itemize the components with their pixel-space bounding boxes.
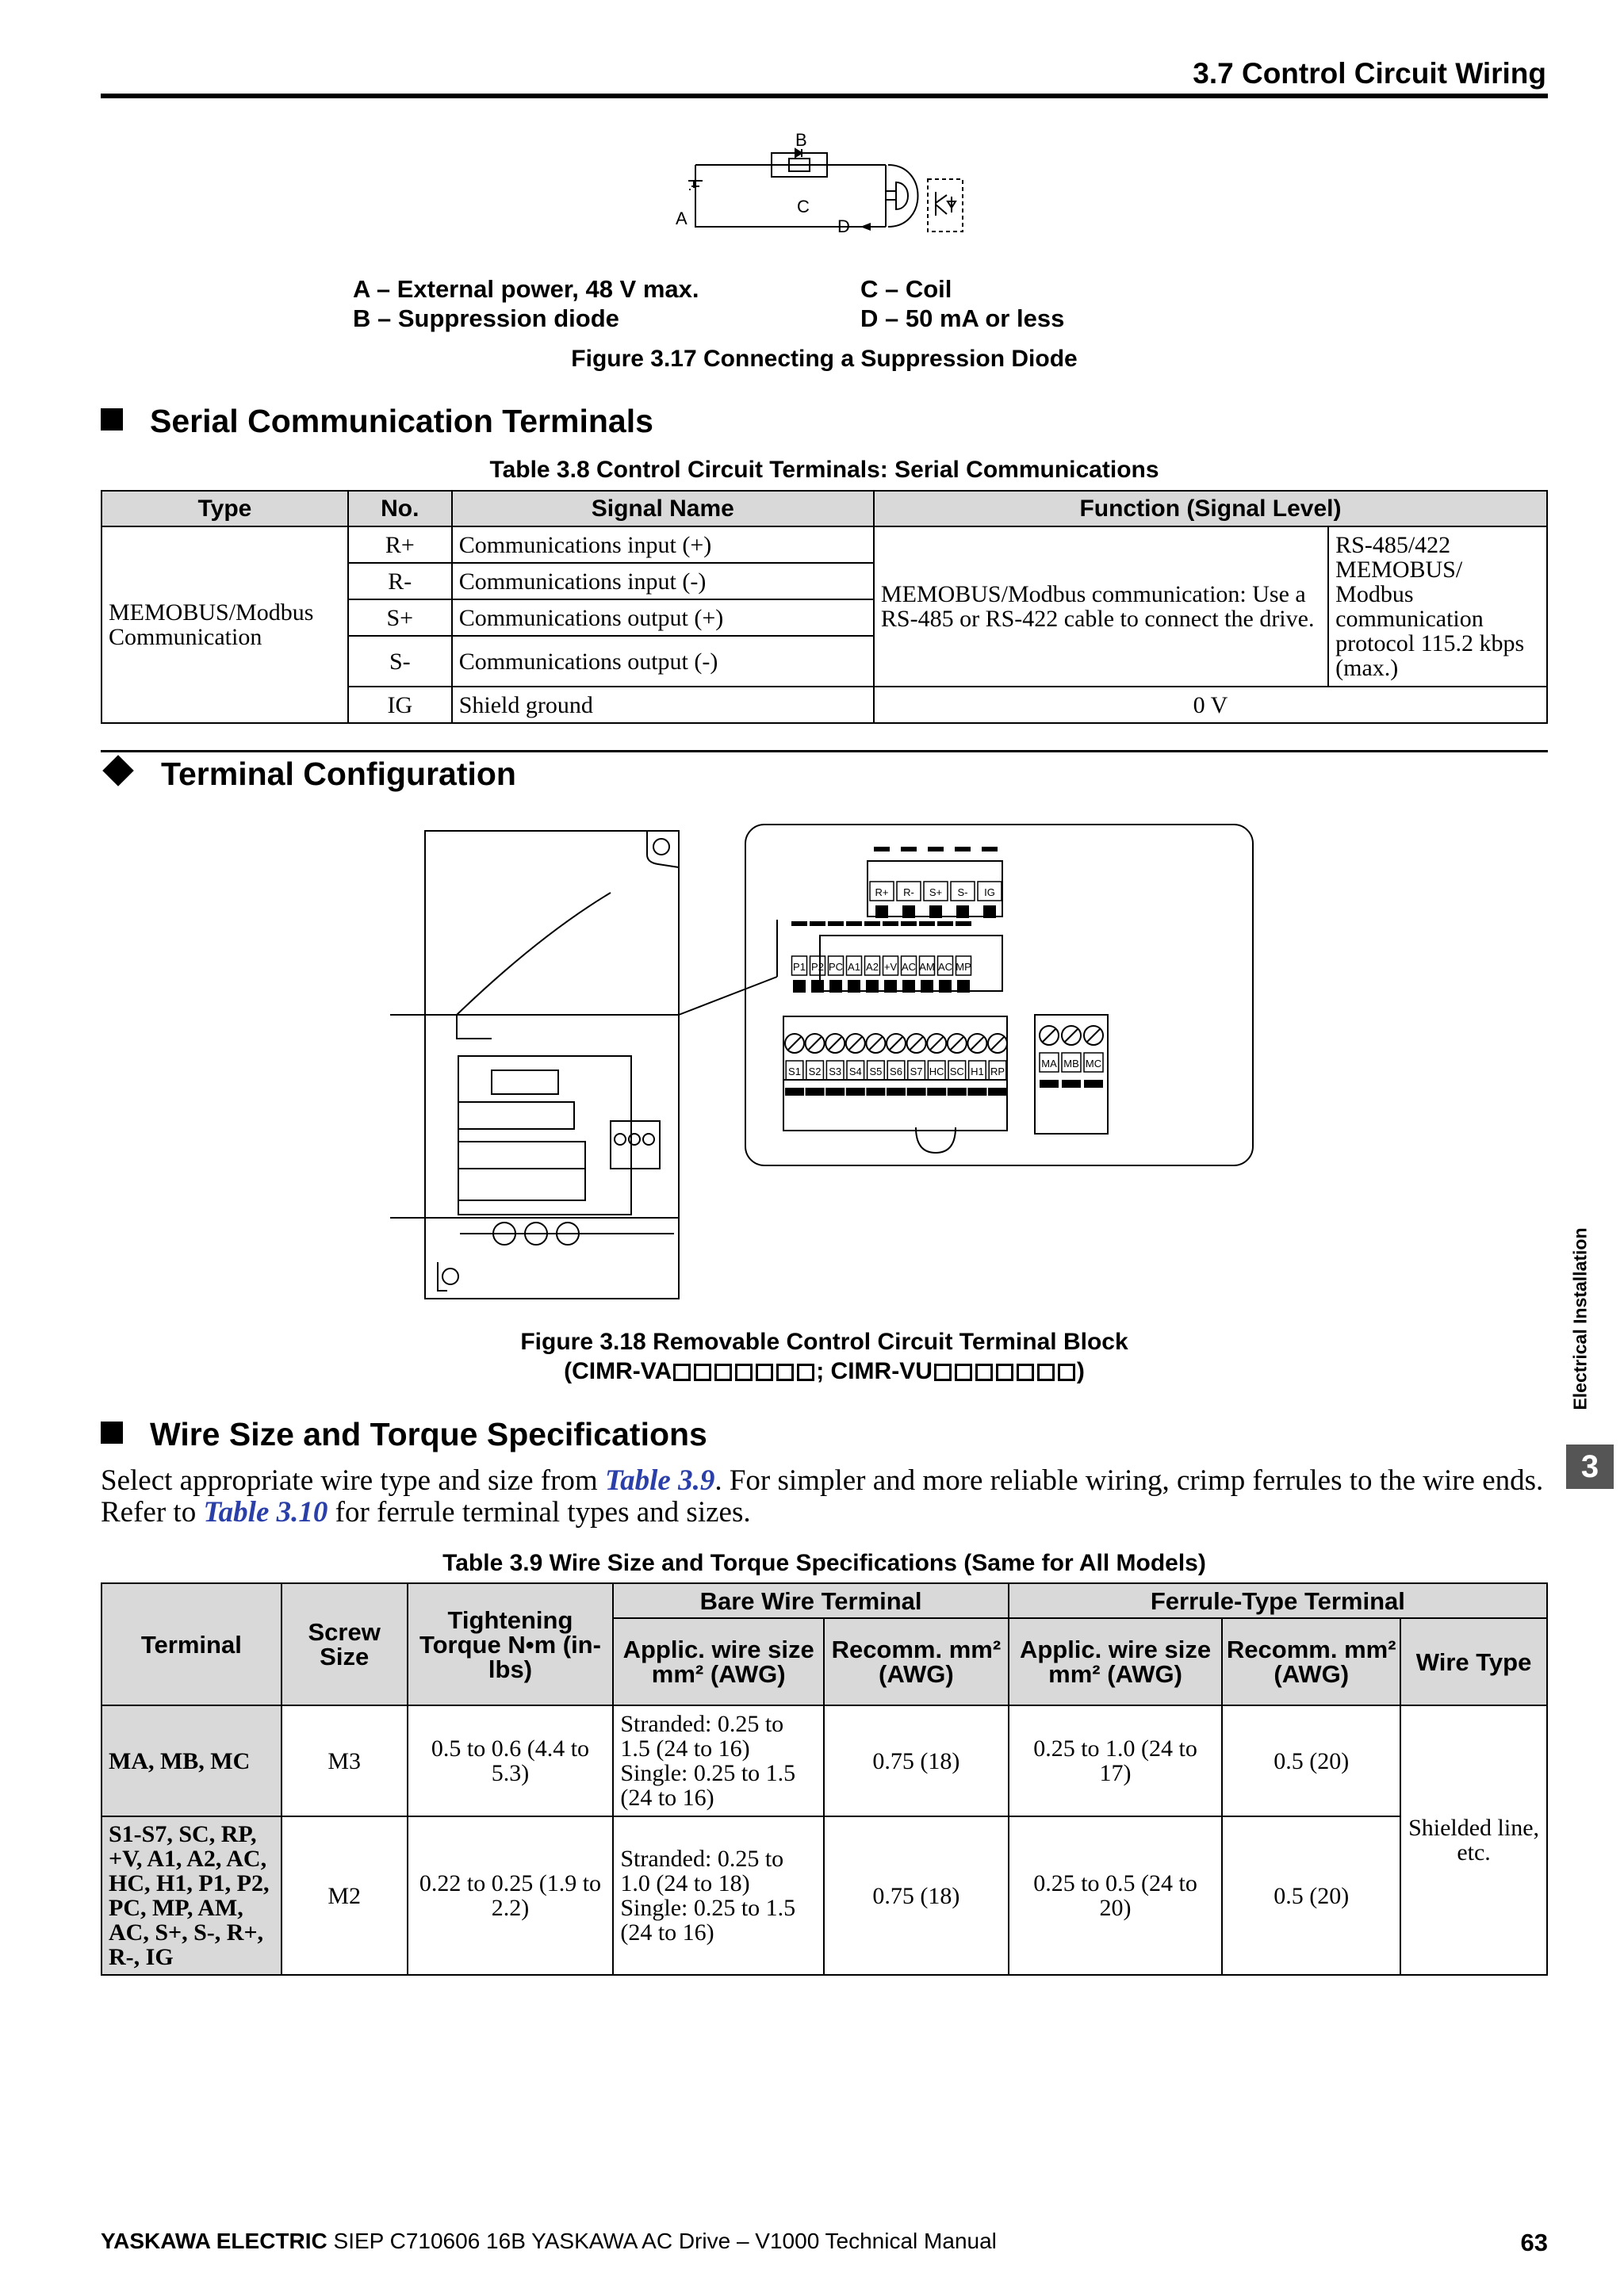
terminal-label: A2 bbox=[866, 961, 879, 973]
signal-name: Shield ground bbox=[452, 687, 874, 723]
type-cell: MEMOBUS/Modbus Communication bbox=[102, 526, 348, 723]
bare-applic: Stranded: 0.25 to 1.5 (24 to 16) Single: 0.25 to 1.5 (24 to 16) bbox=[613, 1705, 824, 1816]
fer-applic: 0.25 to 1.0 (24 to 17) bbox=[1009, 1705, 1223, 1816]
screw-icon bbox=[864, 921, 880, 926]
screw-size: M2 bbox=[282, 1816, 408, 1975]
bare-recomm: 0.75 (18) bbox=[824, 1705, 1009, 1816]
terminal-slot bbox=[983, 905, 996, 918]
terminal-block-figure bbox=[381, 817, 1269, 1308]
terminal-slot bbox=[829, 980, 842, 993]
terminal-slot bbox=[921, 980, 933, 993]
function-main: MEMOBUS/Modbus communication: Use a RS-485 or RS-422 cable to connect the drive. bbox=[874, 526, 1328, 687]
screw-icon bbox=[874, 847, 890, 851]
terminal-slot bbox=[793, 980, 806, 993]
col-bare-applic: Applic. wire size mm² (AWG) bbox=[613, 1618, 824, 1705]
terminal-label: S6 bbox=[890, 1066, 902, 1077]
screw-icon bbox=[919, 921, 935, 926]
screw-slot bbox=[1065, 1029, 1078, 1042]
terminal-label: H1 bbox=[971, 1066, 984, 1077]
terminal-label: S3 bbox=[829, 1066, 842, 1077]
terminal-label: P2 bbox=[811, 961, 824, 973]
terminal-label: MA bbox=[1041, 1058, 1057, 1070]
col-fer-recomm: Recomm. mm² (AWG) bbox=[1222, 1618, 1400, 1705]
screw-icon bbox=[956, 921, 971, 926]
legend-c: C – Coil bbox=[860, 275, 952, 303]
screw-slot bbox=[1087, 1029, 1100, 1042]
fer-recomm: 0.5 (20) bbox=[1222, 1816, 1400, 1975]
col-type: Type bbox=[102, 491, 348, 526]
terminal-label: MB bbox=[1063, 1058, 1079, 1070]
footer-doc: SIEP C710606 16B YASKAWA AC Drive – V1000 Technical Manual bbox=[327, 2229, 997, 2253]
section-rule bbox=[101, 750, 1548, 752]
screw-slot bbox=[951, 1037, 963, 1050]
terminal-label: S5 bbox=[869, 1066, 883, 1077]
screw-slot bbox=[809, 1037, 822, 1050]
footer bbox=[101, 2229, 1548, 2254]
square-bullet-icon bbox=[101, 408, 123, 430]
terminal-slot bbox=[785, 1088, 804, 1096]
terminal-slot bbox=[866, 1088, 885, 1096]
signal-name: Communications output (+) bbox=[452, 599, 874, 636]
screw-slot bbox=[829, 1037, 841, 1050]
label-c: C bbox=[797, 197, 810, 216]
terminal-label: A1 bbox=[848, 961, 860, 973]
terminal-label: SC bbox=[949, 1066, 964, 1077]
terminal-slot bbox=[956, 905, 969, 918]
col-function: Function (Signal Level) bbox=[874, 491, 1547, 526]
fer-recomm: 0.5 (20) bbox=[1222, 1705, 1400, 1816]
col-bare-recomm: Recomm. mm² (AWG) bbox=[824, 1618, 1009, 1705]
figure-caption-318-models: (CIMR-VA ; CIMR-VU ) bbox=[564, 1358, 1085, 1384]
screw-slot bbox=[788, 1037, 801, 1050]
terminal-slot bbox=[846, 1088, 865, 1096]
terminal-slot bbox=[967, 1088, 986, 1096]
legend-a: A – External power, 48 V max. bbox=[353, 275, 699, 303]
terminal-label: S- bbox=[957, 886, 968, 898]
square-bullet-icon bbox=[101, 1422, 123, 1444]
screw-slot bbox=[971, 1037, 983, 1050]
terminal-label: R+ bbox=[875, 886, 889, 898]
label-a: A bbox=[676, 209, 688, 228]
terminal-slot bbox=[902, 905, 915, 918]
label-b: B bbox=[795, 133, 807, 150]
screw-icon bbox=[901, 847, 917, 851]
torque: 0.22 to 0.25 (1.9 to 2.2) bbox=[408, 1816, 614, 1975]
footer-brand: YASKAWA ELECTRIC bbox=[101, 2229, 327, 2253]
col-torque: Tightening Torque N•m (in-lbs) bbox=[408, 1583, 614, 1705]
signal-name: Communications input (+) bbox=[452, 526, 874, 563]
terminal-slot bbox=[848, 980, 860, 993]
terminal-slot bbox=[811, 980, 824, 993]
heading-terminal-config: Terminal Configuration bbox=[101, 756, 516, 793]
terminal-label: IG bbox=[984, 886, 995, 898]
figure-caption-318: Figure 3.18 Removable Control Circuit Terminal Block bbox=[520, 1329, 1128, 1355]
col-signal: Signal Name bbox=[452, 491, 874, 526]
screw-icon bbox=[791, 921, 807, 926]
terminal-label: S1 bbox=[788, 1066, 801, 1077]
screw-icon bbox=[955, 847, 971, 851]
table-caption-39: Table 3.9 Wire Size and Torque Specifications (Same for All Models) bbox=[442, 1550, 1206, 1576]
terminal-slot bbox=[957, 980, 970, 993]
col-screw: Screw Size bbox=[282, 1583, 408, 1705]
legend-b: B – Suppression diode bbox=[353, 304, 619, 332]
table-row: S- bbox=[348, 636, 452, 687]
screw-icon bbox=[928, 847, 944, 851]
serial-terminals-table bbox=[101, 490, 1548, 724]
terminal-label: MC bbox=[1085, 1058, 1102, 1070]
col-fer-applic: Applic. wire size mm² (AWG) bbox=[1009, 1618, 1223, 1705]
screw-icon bbox=[810, 921, 825, 926]
terminal-slot bbox=[929, 905, 942, 918]
legend-d: D – 50 mA or less bbox=[860, 304, 1065, 332]
table-row: IG bbox=[348, 687, 452, 723]
function-level: RS-485/422 MEMOBUS/ Modbus communication protocol 115.2 kbps (max.) bbox=[1328, 526, 1547, 687]
side-tab-label: Electrical Installation bbox=[1569, 1227, 1591, 1410]
page-number: 63 bbox=[1520, 2229, 1548, 2256]
screw-icon bbox=[883, 921, 898, 926]
terminal-label: P1 bbox=[793, 961, 806, 973]
terminal-slot bbox=[948, 1088, 967, 1096]
screw-icon bbox=[982, 847, 998, 851]
terminal-slot bbox=[1062, 1080, 1081, 1088]
table-row: R- bbox=[348, 563, 452, 599]
terminal-label: AC bbox=[901, 961, 917, 973]
terminal-label: MP bbox=[956, 961, 971, 973]
terminal-label: HC bbox=[929, 1066, 944, 1077]
terminal-label: PC bbox=[828, 961, 844, 973]
digital-terminal-row bbox=[785, 1034, 1007, 1096]
screw-icon bbox=[901, 921, 917, 926]
serial-terminal-row bbox=[870, 847, 1002, 918]
screw-size: M3 bbox=[282, 1705, 408, 1816]
screw-slot bbox=[1043, 1029, 1055, 1042]
col-ferrule: Ferrule-Type Terminal bbox=[1009, 1583, 1547, 1618]
terminal-label: +V bbox=[883, 961, 898, 973]
screw-slot bbox=[991, 1037, 1004, 1050]
torque: 0.5 to 0.6 (4.4 to 5.3) bbox=[408, 1705, 614, 1816]
label-d: D bbox=[837, 216, 850, 236]
terminal-label: RP bbox=[990, 1066, 1005, 1077]
figure-caption-317: Figure 3.17 Connecting a Suppression Diode bbox=[571, 346, 1078, 372]
signal-name: Communications output (-) bbox=[452, 636, 874, 687]
screw-slot bbox=[869, 1037, 882, 1050]
table-row: S1-S7, SC, RP, +V, A1, A2, AC, HC, H1, P1, P2, PC, MP, AM, AC, S+, S-, R+, R-, IG bbox=[102, 1816, 282, 1975]
terminal-slot bbox=[907, 1088, 926, 1096]
col-terminal: Terminal bbox=[102, 1583, 282, 1705]
heading-serial: Serial Communication Terminals bbox=[101, 403, 653, 440]
table-row: MA, MB, MC bbox=[102, 1705, 282, 1816]
wire-type: Shielded line, etc. bbox=[1400, 1705, 1547, 1975]
terminal-slot bbox=[939, 980, 952, 993]
terminal-label: AC bbox=[937, 961, 953, 973]
relay-terminal-row bbox=[1040, 1026, 1103, 1088]
terminal-slot bbox=[1084, 1080, 1103, 1088]
col-wire-type: Wire Type bbox=[1400, 1618, 1547, 1705]
bare-recomm: 0.75 (18) bbox=[824, 1816, 1009, 1975]
screw-slot bbox=[890, 1037, 902, 1050]
terminal-slot bbox=[875, 905, 888, 918]
terminal-label: AM bbox=[919, 961, 935, 973]
table-row: R+ bbox=[348, 526, 452, 563]
terminal-slot bbox=[1040, 1080, 1059, 1088]
table-row: S+ bbox=[348, 599, 452, 636]
link-table-3-9[interactable]: Table 3.9 bbox=[604, 1464, 715, 1497]
terminal-label: R- bbox=[903, 886, 914, 898]
terminal-slot bbox=[825, 1088, 845, 1096]
suppression-diode-circuit bbox=[666, 133, 999, 244]
table-caption-38: Table 3.8 Control Circuit Terminals: Serial Communications bbox=[489, 457, 1159, 483]
diamond-bullet-icon bbox=[102, 755, 134, 786]
terminal-slot bbox=[927, 1088, 946, 1096]
screw-slot bbox=[910, 1037, 923, 1050]
screw-slot bbox=[849, 1037, 862, 1050]
screw-icon bbox=[937, 921, 953, 926]
signal-name: Communications input (-) bbox=[452, 563, 874, 599]
header-rule bbox=[101, 94, 1548, 98]
col-no: No. bbox=[348, 491, 452, 526]
terminal-slot bbox=[902, 980, 915, 993]
fer-applic: 0.25 to 0.5 (24 to 20) bbox=[1009, 1816, 1223, 1975]
analog-terminal-row bbox=[791, 921, 971, 993]
terminal-label: S4 bbox=[848, 1066, 862, 1077]
section-title: 3.7 Control Circuit Wiring bbox=[1193, 57, 1546, 90]
heading-wire-size: Wire Size and Torque Specifications bbox=[101, 1416, 707, 1453]
terminal-slot bbox=[988, 1088, 1007, 1096]
screw-slot bbox=[930, 1037, 943, 1050]
terminal-slot bbox=[806, 1088, 825, 1096]
ig-function: 0 V bbox=[874, 687, 1547, 723]
terminal-label: S7 bbox=[910, 1066, 923, 1077]
screw-icon bbox=[828, 921, 844, 926]
link-table-3-10[interactable]: Table 3.10 bbox=[203, 1496, 328, 1529]
screw-icon bbox=[846, 921, 862, 926]
terminal-slot bbox=[884, 980, 897, 993]
terminal-slot bbox=[866, 980, 879, 993]
wire-size-table bbox=[101, 1582, 1548, 1976]
terminal-slot bbox=[887, 1088, 906, 1096]
chapter-tab: 3 bbox=[1566, 1445, 1614, 1489]
terminal-label: S2 bbox=[808, 1066, 822, 1077]
bare-applic: Stranded: 0.25 to 1.0 (24 to 18) Single: 0.25 to 1.5 (24 to 16) bbox=[613, 1816, 824, 1975]
terminal-label: S+ bbox=[929, 886, 943, 898]
col-bare: Bare Wire Terminal bbox=[613, 1583, 1008, 1618]
wire-size-paragraph: Select appropriate wire type and size from Table 3.9. For simpler and more reliable wiring, crimp ferrules to the wire ends. Refer to Table 3.10 for ferrule terminal types and sizes. bbox=[101, 1464, 1544, 1529]
